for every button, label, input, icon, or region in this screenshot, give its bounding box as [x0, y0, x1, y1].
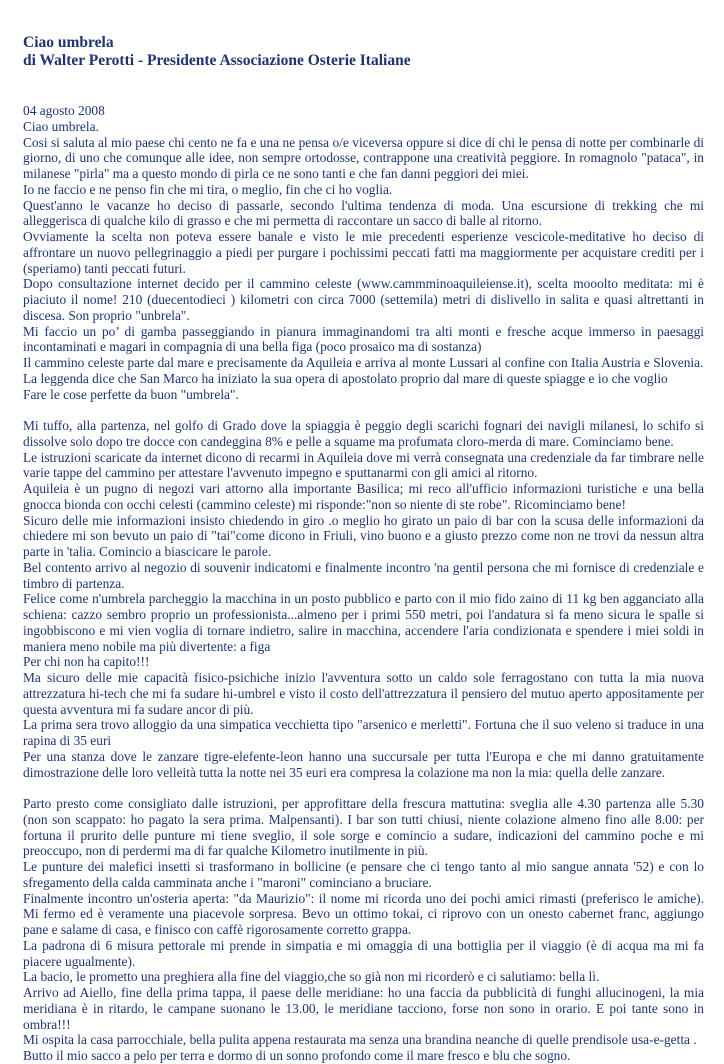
- paragraph: La padrona di 6 misura pettorale mi prende in simpatia e mi omaggia di una bottiglia per il viaggio (è di acqua ma mi fa piacere ugualmente).: [23, 937, 704, 969]
- paragraph: Quest'anno le vacanze ho deciso di passarle, secondo l'ultima tendenza di moda. Una escursione di trekking che mi alleggerisca di qualche kilo di grasso e che mi permetta di raccontare un sacco di balle al ritorno.: [23, 197, 704, 229]
- document-title: [23, 34, 704, 70]
- paragraph: Il cammino celeste parte dal mare e precisamente da Aquileia e arriva al monte Lussari al confine con Italia Austria e Slovenia.: [23, 355, 704, 370]
- paragraph: Finalmente incontro un'osteria aperta: "da Maurizio": il nome mi ricorda uno dei pochi amici rimasti (preferisco le amiche). Mi fermo ed è veramente una piacevole sorpresa. Bevo un ottimo tokai, ci riprovo con un onesto cabernet franc, aggiungo pane e salame di casa, e finisco con caffè rigorosamente corretto grappa.: [23, 890, 704, 937]
- article-body: [23, 103, 704, 1064]
- paragraph: Fare le cose perfette da buon "umbrela".: [23, 386, 239, 402]
- paragraph: Le punture dei malefici insetti si trasformano in bollicine (e pensare che ci tengo tanto al mio sangue annata '52) e con lo sfregamento della calda camminata anche i "maroni" cominciano a bruciare.: [23, 859, 704, 890]
- paragraph: Cosi si saluta al mio paese chi cento ne fa e una ne pensa o/e viceversa oppure si dice di chi le pensa di notte per combinarle di giorno, di uno che comunque alle idee, non sempre ortodosse, contrappone una creatività peggiore. In romagnolo "pataca", in milanese "pirla" ma a questo mondo di pirla ce ne sono tanti e che fan danni peggiori dei miei.: [23, 134, 704, 181]
- paragraph: Mi tuffo, alla partenza, nel golfo di Grado dove la spiaggia è peggio degli scarichi fognari dei navigli milanesi, lo schifo si dissolve solo dopo tre docce con candeggina 8% e pelle a squame ma profumata cloro-merda di mare. Cominciamo bene.: [23, 418, 704, 449]
- paragraph: La bacio, le prometto una preghiera alla fine del viaggio,che so già non mi ricorderò e ci salutiamo: bella lì.: [23, 969, 600, 985]
- paragraph: Aquileia è un pugno di negozi vari attorno alla importante Basilica; mi reco all'ufficio informazioni turistiche e una bella gnocca bionda con occhi celesti (cammino celeste) mi risponde:"non so niente di ste robe". Ricominciamo bene!: [23, 481, 704, 512]
- paragraph: Le istruzioni scaricate da internet dicono di recarmi in Aquileia dove mi verrà consegnata una credenziale da far timbrare nelle varie tappe del cammino per attestare l'avvenuto impegno e sputtanarmi con gli amici al ritorno.: [23, 449, 704, 481]
- paragraph: Mi faccio un po’ di gamba passeggiando in pianura immaginandomi tra alti monti e fresche acque immerso in paesaggi incontaminati e magari in compagnia di una bella figa (poco prosaico ma di sostanza): [23, 323, 704, 355]
- greeting-line: Ciao umbrela.: [23, 118, 99, 134]
- paragraph: Parto presto come consigliato dalle istruzioni, per approfittare della frescura mattutina: sveglia alle 4.30 partenza alle 5.30 (non son scappato: ho pagato la sera prima. Malpensanti). I bar son tutti chiusi, niente colazione almeno fino alle 8.00: per fortuna il prurito delle punture mi tiene sveglio, il sole sorge e comincio a sudare, indicazioni del cammino poche e mi preoccupo, non di perdermi ma di far qualche Kilometro inutilmente in più.: [23, 796, 704, 859]
- paragraph: Butto il mio sacco a pelo per terra e dormo di un sonno profondo come il mare fresco e blu che sogno.: [23, 1048, 571, 1063]
- paragraph: Io ne faccio e ne penso fin che mi tira, o meglio, fin che ci ho voglia.: [23, 181, 393, 197]
- paragraph: Mi ospita la casa parrocchiale, bella pulita appena restaurata ma senza una brandina neanche di quelle prendisole usa-e-getta .: [23, 1032, 697, 1048]
- paragraph: La leggenda dice che San Marco ha iniziato la sua opera di apostolato proprio dal mare di queste spiagge e io che voglio: [23, 370, 668, 386]
- paragraph: Dopo consultazione internet decido per il cammino celeste (www.cammminoaquileiense.it), scelta mooolto meditata: mi è piaciuto il nome! 210 (duecentodieci ) kilometri con circa 7000 (settemila) metri di dislivello in salita e quasi altrettanti in discesa. Son proprio "unbrela".: [23, 276, 704, 323]
- title-line-1: Ciao umbrela: [23, 34, 114, 51]
- paragraph: Bel contento arrivo al negozio di souvenir indicatomi e finalmente incontro 'na gentil persona che mi fornisce di credenziale e timbro di partenza.: [23, 559, 704, 591]
- date-line: 04 agosto 2008: [23, 103, 105, 118]
- title-line-2: di Walter Perotti - Presidente Associazione Osterie Italiane: [23, 52, 411, 69]
- paragraph: Per chi non ha capito!!!: [23, 654, 150, 670]
- paragraph: Ovviamente la scelta non poteva essere banale e visto le mie precedenti esperienze vescicole-meditative ho deciso di affrontare un nuovo pellegrinaggio a piedi per purgare i pochissimi peccati fatti ma maggiormente per acquistare crediti per i (speriamo) tanti peccati futuri.: [23, 229, 704, 276]
- paragraph: Per una stanza dove le zanzare tigre-elefente-leon hanno una succursale per tutta l'Europa e che mi danno gratuitamente dimostrazione delle loro velleità tutta la notte nei 35 euri era compresa la colazione ma non la mia: quella delle zanzare.: [23, 748, 704, 780]
- paragraph: Ma sicuro delle mie capacità fisico-psichiche inizio l'avventura sotto un caldo sole ferragostano con tutta la mia nuova attrezzatura hi-tech che mi fa sudare hi-umbrel e visto il costo dell'attrezzatura il pensiero del mutuo aperto appositamente per questa avventura mi fa sudare ancor di più.: [23, 670, 704, 717]
- paragraph: La prima sera trovo alloggio da una simpatica vecchietta tipo "arsenico e merletti". Fortuna che il suo veleno si traduce in una rapina di 35 euri: [23, 717, 704, 748]
- paragraph: Felice come n'umbrela parcheggio la macchina in un posto pubblico e parto con il mio fido zaino di 11 kg ben agganciato alla schiena: cazzo sembro proprio un professionista...almeno per i primi 550 metri, poi l'andatura si fa meno sicura le spalle si ingobbiscono e mi vien voglia di tornare indietro, salire in macchina, accendere l'aria condizionata e spendere i miei soldi in maniera meno nobile ma più divertente: a figa: [23, 591, 704, 654]
- document-page: [23, 34, 704, 1064]
- paragraph: Arrivo ad Aiello, fine della prima tappa, il paese delle meridiane: ho una faccia da pubblicità di funghi allucinogeni, la mia meridiana è in ritardo, le campane suonano le 13.00, le meridiane tacciono, forse non sono in orario. E poi tante sono in ombra!!!: [23, 985, 704, 1032]
- paragraph: Sicuro delle mie informazioni insisto chiedendo in giro .o meglio ho girato un paio di bar con la scusa delle informazioni da chiedere mi son bevuto un paio di "tai"come dicono in Friuli, vino buono e a giusto prezzo come non ne trovi da nessun altra parte in 'talia. Comincio a biascicare le parole.: [23, 512, 704, 559]
